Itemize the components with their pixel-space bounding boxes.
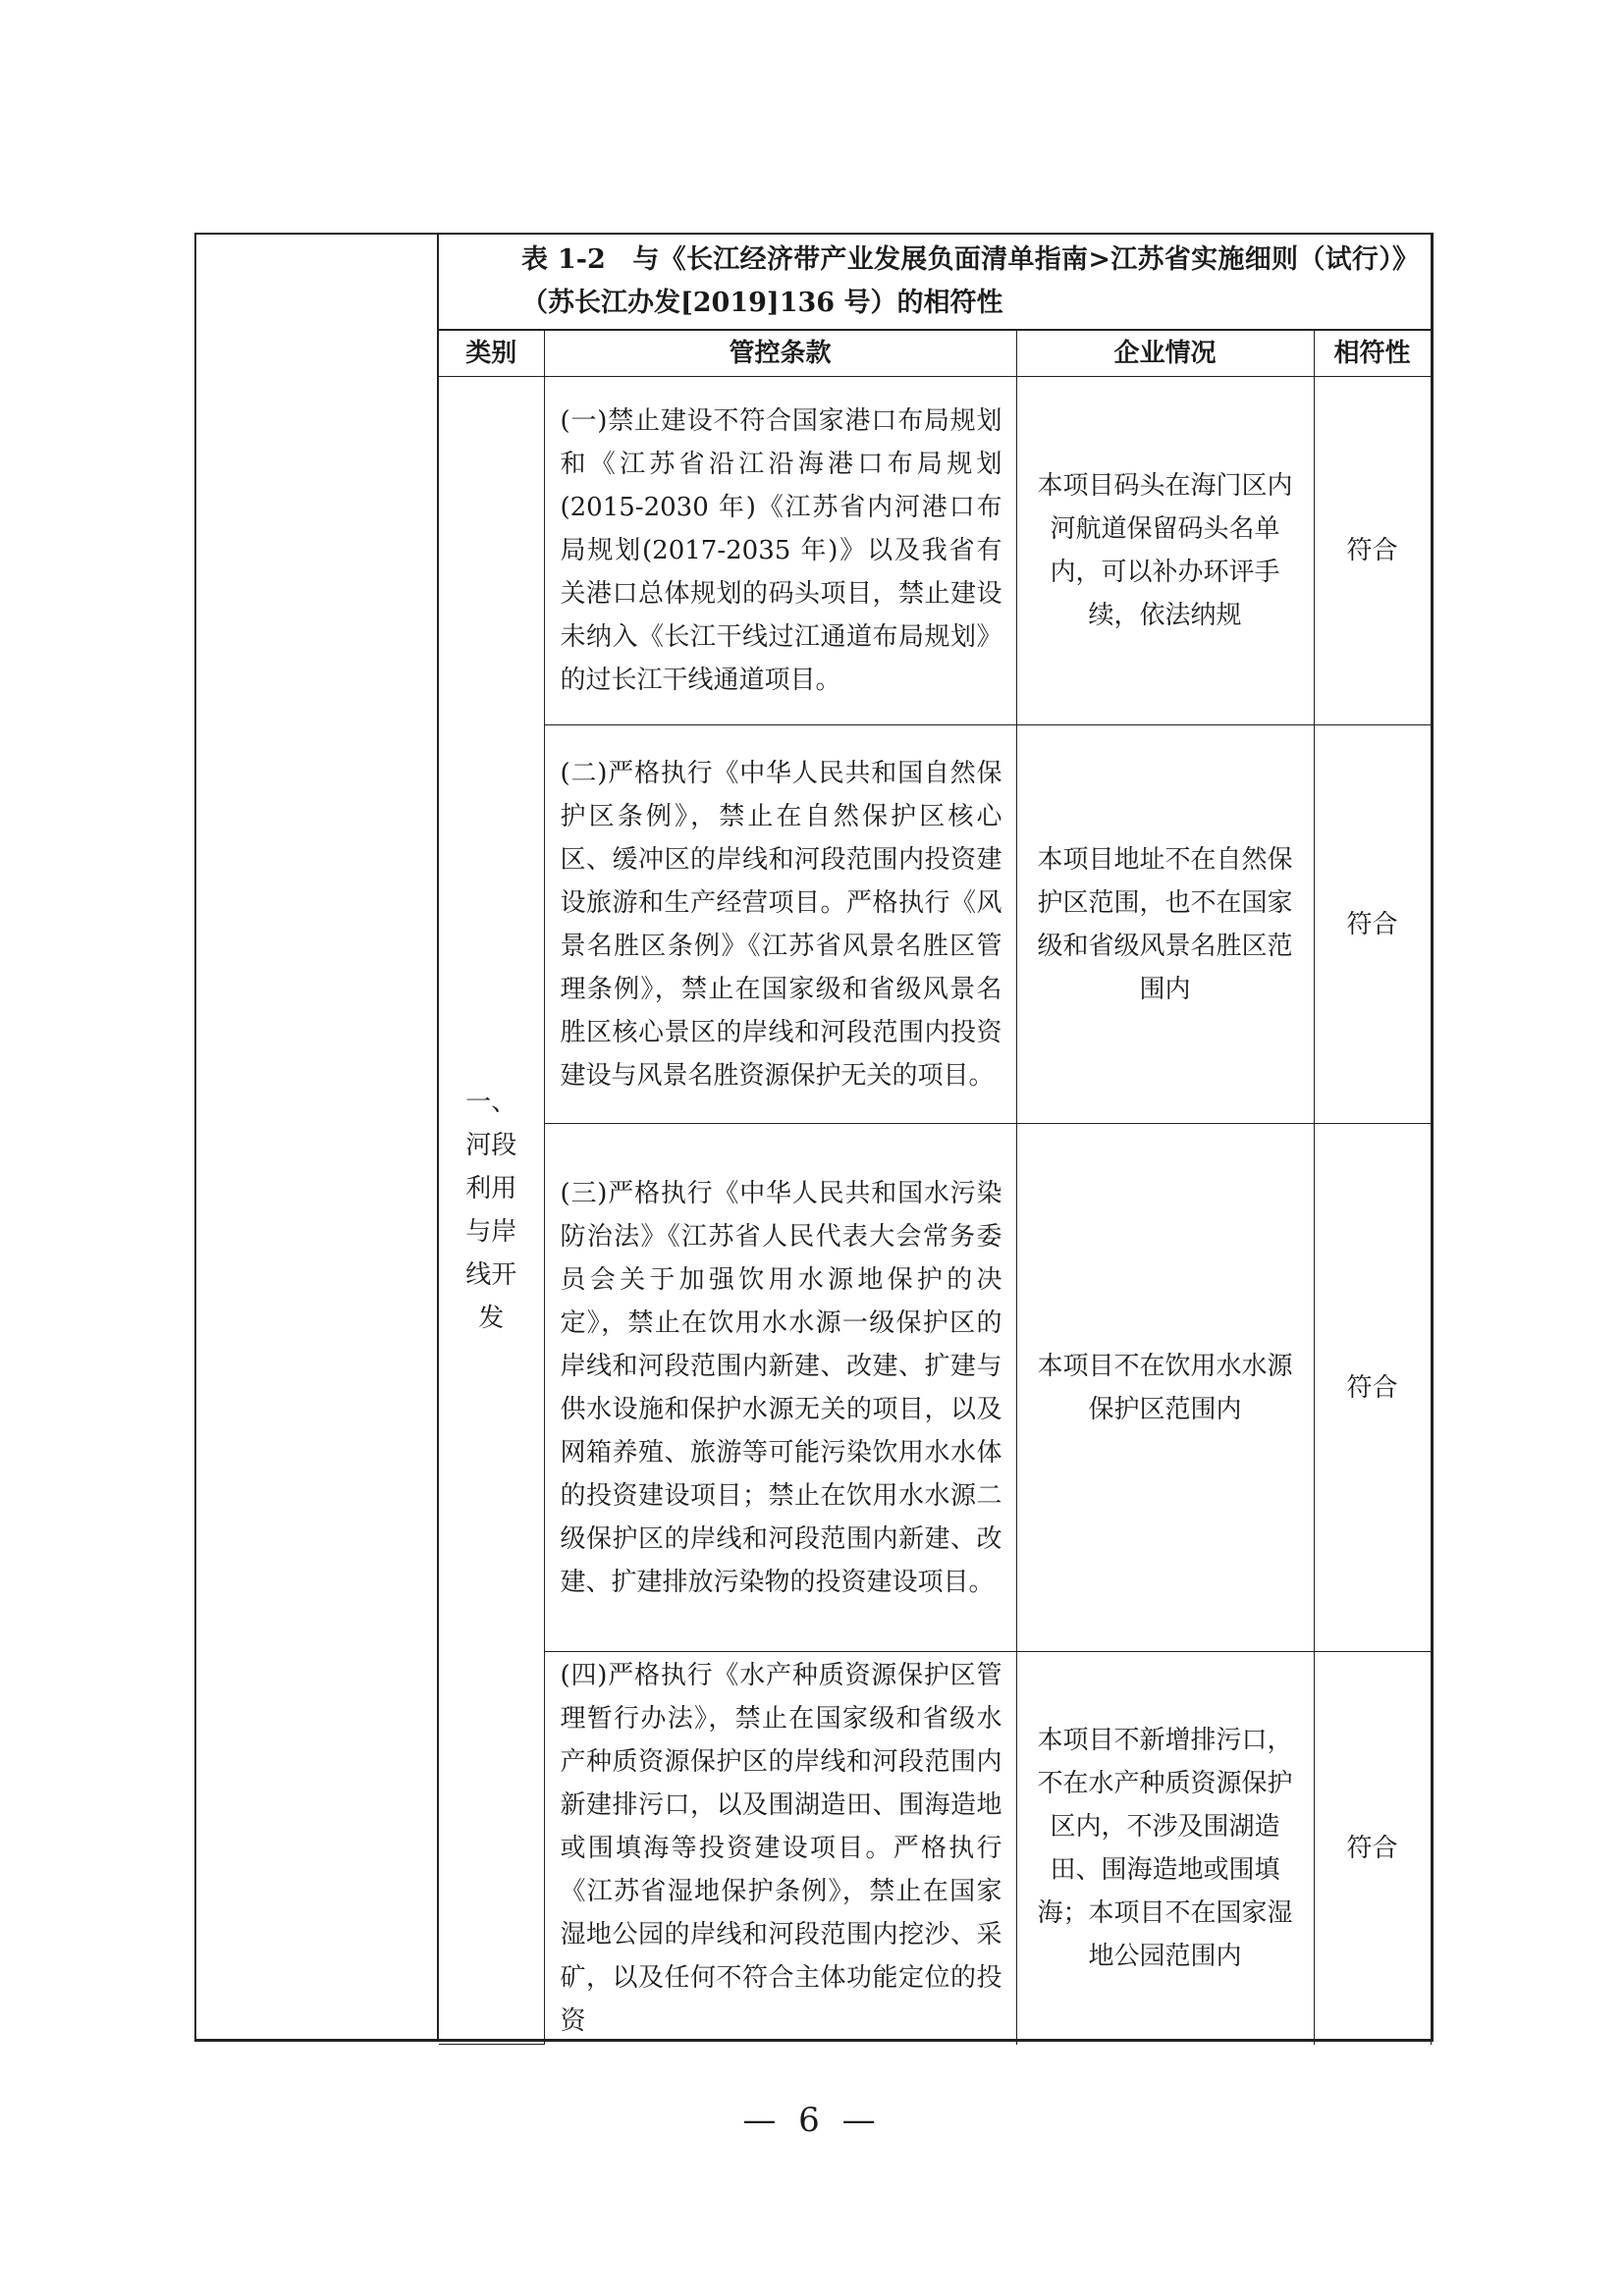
table-caption: 表 1-2 与《长江经济带产业发展负面清单指南>江苏省实施细则（试行）》（苏长江办发[2019]136 号）的相符性 [521, 244, 1419, 318]
situation-cell: 本项目地址不在自然保护区范围，也不在国家级和省级风景名胜区范围内 [1016, 725, 1314, 1124]
clause-cell: (二)严格执行《中华人民共和国自然保护区条例》，禁止在自然保护区核心区、缓冲区的岸线和河段范围内投资建设旅游和生产经营项目。严格执行《风景名胜区条例》《江苏省风景名胜区管理条例》，禁止在国家级和省级风景名胜区核心景区的岸线和河段范围内投资建设与风景名胜资源保护无关的项目。 [544, 725, 1016, 1124]
header-category: 类别 [439, 330, 544, 377]
situation-cell: 本项目码头在海门区内河航道保留码头名单内，可以补办环评手续，依法纳规 [1016, 377, 1314, 725]
category-label: 一、河段利用与岸线开发 [465, 1088, 517, 1333]
table-row [439, 1652, 1431, 2045]
category-cell [439, 377, 544, 2045]
left-blank-column [196, 235, 439, 2039]
table-row [439, 377, 1431, 725]
clause-cell: (一)禁止建设不符合国家港口布局规划和《江苏省沿江沿海港口布局规划(2015-2030 年)《江苏省内河港口布局规划(2017-2035 年)》以及我省有关港口总体规划的码头项目，禁止建设未纳入《长江干线过江通道布局规划》的过长江干线通道项目。 [544, 377, 1016, 725]
compliance-cell: 符合 [1314, 1652, 1431, 2045]
header-compliance: 相符性 [1314, 330, 1431, 377]
header-clause: 管控条款 [544, 330, 1016, 377]
compliance-cell: 符合 [1314, 1124, 1431, 1652]
page-number: — 6 — [742, 2101, 882, 2140]
compliance-table [439, 329, 1432, 2045]
clause-cell: (四)严格执行《水产种质资源保护区管理暂行办法》，禁止在国家级和省级水产种质资源保护区的岸线和河段范围内新建排污口，以及围湖造田、围海造地或围填海等投资建设项目。严格执行《江苏省湿地保护条例》，禁止在国家湿地公园的岸线和河段范围内挖沙、采矿，以及任何不符合主体功能定位的投资 [544, 1652, 1016, 2045]
table-area [439, 235, 1431, 2039]
compliance-cell: 符合 [1314, 725, 1431, 1124]
header-situation: 企业情况 [1016, 330, 1314, 377]
table-header-row [439, 330, 1431, 377]
document-frame [194, 233, 1434, 2042]
compliance-cell: 符合 [1314, 377, 1431, 725]
clause-cell: (三)严格执行《中华人民共和国水污染防治法》《江苏省人民代表大会常务委员会关于加强饮用水源地保护的决定》，禁止在饮用水水源一级保护区的岸线和河段范围内新建、改建、扩建与供水设施和保护水源无关的项目，以及网箱养殖、旅游等可能污染饮用水水体的投资建设项目；禁止在饮用水水源二级保护区的岸线和河段范围内新建、改建、扩建排放污染物的投资建设项目。 [544, 1124, 1016, 1652]
table-row [439, 1124, 1431, 1652]
table-row [439, 725, 1431, 1124]
situation-cell: 本项目不在饮用水水源保护区范围内 [1016, 1124, 1314, 1652]
situation-cell: 本项目不新增排污口，不在水产种质资源保护区内，不涉及围湖造田、围海造地或围填海；本项目不在国家湿地公园范围内 [1016, 1652, 1314, 2045]
